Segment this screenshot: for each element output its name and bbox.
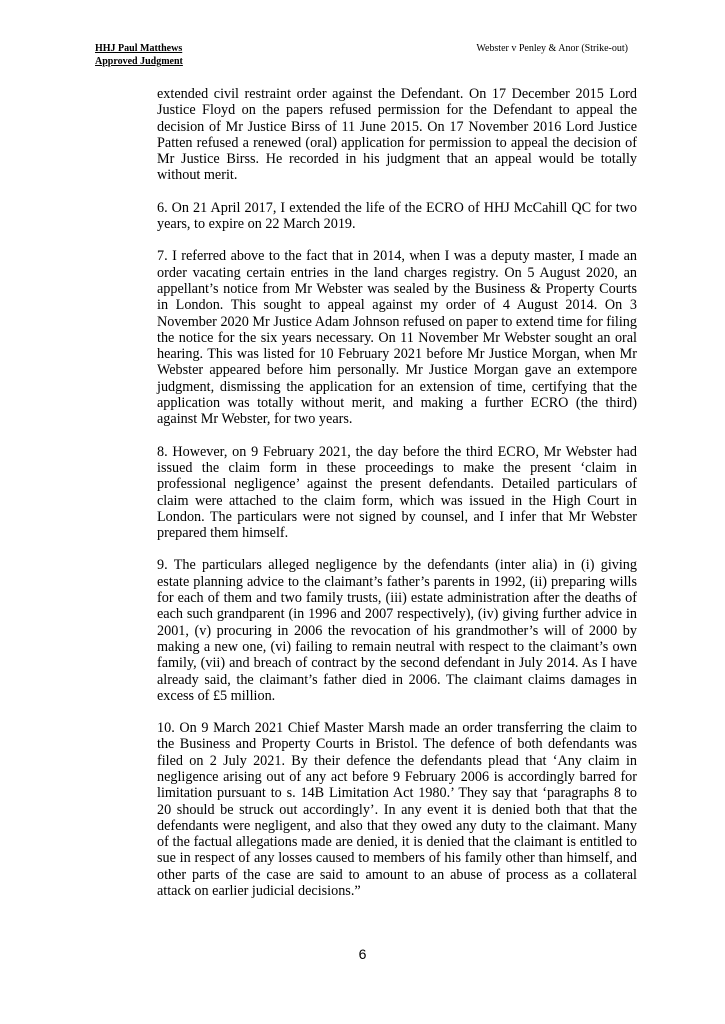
header-left [95, 42, 183, 68]
judge-name: HHJ Paul Matthews [95, 43, 183, 54]
case-name: Webster v Penley & Anor (Strike-out) [476, 43, 628, 54]
paragraph-6: 6. On 21 April 2017, I extended the life of the ECRO of HHJ McCahill QC for two years, to expire on 22 March 2019. [157, 199, 637, 233]
page-number: 6 [358, 946, 367, 962]
judgment-status: Approved Judgment [95, 56, 183, 67]
paragraph-continuation: extended civil restraint order against the Defendant. On 17 December 2015 Lord Justice Floyd on the papers refused permission for the Defendant to appeal the decision of Mr Justice Birss of 11 June 2015. On 17 November 2016 Lord Justice Patten refused a renewed (oral) application for permission to appeal the decision of Mr Justice Birss. He recorded in his judgment that an appeal would be totally without merit. [157, 86, 637, 184]
judgment-body [157, 86, 637, 915]
paragraph-9: 9. The particulars alleged negligence by the defendants (inter alia) in (i) giving estate planning advice to the claimant’s father’s parents in 1992, (ii) preparing wills for each of them and two family trusts, (iii) estate administration after the deaths of each such grandparent (in 1996 and 2007 respectively), (iv) giving further advice in 2001, (v) procuring in 2006 the revocation of his grandmother’s will of 2000 by making a new one, (vi) failing to remain neutral with respect to the claimant’s own family, (vii) and breach of contract by the second defendant in July 2014. As I have already said, the claimant’s father died in 2006. The claimant claims damages in excess of £5 million. [157, 557, 637, 704]
paragraph-7: 7. I referred above to the fact that in 2014, when I was a deputy master, I made an order vacating certain entries in the land charges registry. On 5 August 2020, an appellant’s notice from Mr Webster was sealed by the Business & Property Courts in London. This sought to appeal against my order of 4 August 2014. On 3 November 2020 Mr Justice Adam Johnson refused on paper to extend time for filing the notice for the six years necessary. On 11 November Mr Webster sought an oral hearing. This was listed for 10 February 2021 before Mr Justice Morgan, when Mr Webster appeared before him personally. Mr Justice Morgan gave an extempore judgment, dismissing the application for an extension of time, certifying that the application was totally without merit, and making a further ECRO (the third) against Mr Webster, for two years. [157, 248, 637, 428]
paragraph-10: 10. On 9 March 2021 Chief Master Marsh made an order transferring the claim to the Business and Property Courts in Bristol. The defence of both defendants was filed on 2 July 2021. By their defence the defendants plead that ‘Any claim in negligence arising out of any act before 9 February 2006 is accordingly barred for limitation pursuant to s. 14B Limitation Act 1980.’ They say that ‘paragraphs 8 to 20 should be struck out accordingly’. In any event it is denied both that that the defendants were negligent, and also that they owed any duty to the claimant. Many of the factual allegations made are denied, it is denied that the claimant is entitled to sue in respect of any losses caused to members of his family other than himself, and other parts of the case are said to amount to an abuse of process as a collateral attack on earlier judicial decisions.” [157, 720, 637, 900]
paragraph-8: 8. However, on 9 February 2021, the day before the third ECRO, Mr Webster had issued the claim form in these proceedings to make the present ‘claim in professional negligence’ against the present defendants. Detailed particulars of claim were attached to the claim form, which was issued in the High Court in London. The particulars were not signed by counsel, and I infer that Mr Webster prepared them himself. [157, 443, 637, 542]
